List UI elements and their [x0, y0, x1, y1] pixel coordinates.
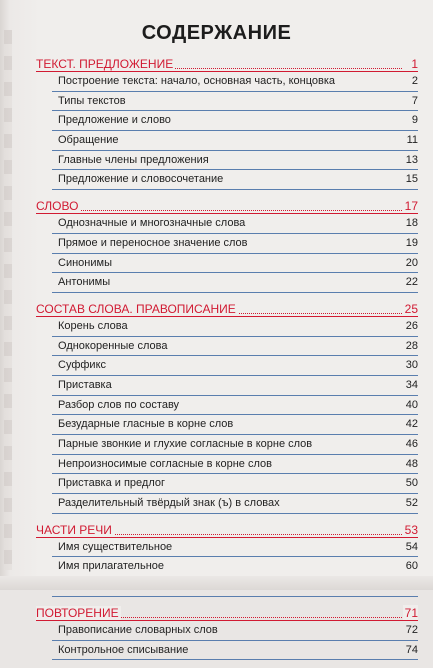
- toc-entry-page-number: 11: [406, 134, 418, 147]
- toc-entry-label: Разделительный твёрдый знак (ъ) в словах: [58, 497, 280, 510]
- section-page-number: 53: [404, 522, 418, 537]
- toc-entry-label: Прямое и переносное значение слов: [58, 236, 248, 249]
- toc-entry-page-number: 20: [405, 256, 418, 269]
- toc-entry-page-number: 13: [405, 153, 418, 166]
- toc-entry-page-number: 54: [405, 540, 418, 553]
- toc-entry-label: Безударные гласные в корне слов: [58, 418, 234, 431]
- toc-entry[interactable]: [52, 72, 418, 92]
- toc-entry-page-number: 46: [405, 438, 418, 450]
- toc-entry-page-number: 19: [405, 236, 418, 249]
- toc-entry-label: Имя существительное: [58, 540, 173, 553]
- toc-entry[interactable]: [52, 474, 418, 494]
- toc-entry[interactable]: [52, 455, 418, 475]
- toc-section: [36, 198, 418, 293]
- toc-section-heading[interactable]: [36, 522, 418, 538]
- toc-entry-label: Типы текстов: [58, 94, 126, 107]
- toc-item-list: [52, 72, 418, 190]
- toc-entry-page-number: 60: [405, 560, 418, 573]
- toc-entry-label: Приставка и предлог: [58, 477, 166, 490]
- page-bleed-edge: [4, 30, 12, 570]
- section-page-number: 71: [404, 605, 418, 620]
- toc-entry[interactable]: [52, 621, 418, 641]
- page-title: СОДЕРЖАНИЕ: [141, 22, 292, 44]
- toc-entry-label: Правописание словарных слов: [58, 623, 218, 636]
- toc-item-list: [52, 621, 418, 660]
- toc-section-heading[interactable]: [36, 605, 418, 621]
- toc-entry[interactable]: [52, 494, 418, 514]
- toc-entry[interactable]: [52, 557, 418, 577]
- section-title: СЛОВО: [36, 199, 79, 214]
- toc-section: [36, 56, 418, 190]
- toc-item-list: [52, 214, 418, 293]
- toc-entry-label: Однозначные и многозначные слова: [58, 217, 246, 230]
- toc-entry-page-number: 2: [411, 75, 418, 87]
- toc-entry-page-number: 26: [405, 319, 418, 332]
- toc-entry-page-number: 7: [411, 94, 418, 107]
- toc-entry-page-number: 30: [405, 359, 418, 372]
- toc-entry[interactable]: [52, 356, 418, 376]
- section-page-number: 25: [404, 301, 418, 316]
- toc-entry[interactable]: [52, 317, 418, 337]
- section-title: СОСТАВ СЛОВА. ПРАВОПИСАНИЕ: [36, 301, 236, 316]
- toc-entry[interactable]: [52, 273, 418, 293]
- toc-entry-page-number: 28: [405, 339, 418, 352]
- toc-entry[interactable]: [52, 415, 418, 435]
- toc-entry-page-number: 48: [405, 457, 418, 470]
- toc-entry-page-number: 15: [405, 173, 418, 186]
- toc-entry[interactable]: [52, 538, 418, 558]
- toc-entry-label: Предложение и слово: [58, 114, 171, 127]
- section-page-number: 1: [411, 57, 418, 71]
- toc-entry-page-number: 72: [405, 623, 418, 636]
- toc-entry-label: Построение текста: начало, основная часть, концовка: [58, 75, 336, 87]
- toc-entry-label: Разбор слов по составу: [58, 398, 180, 411]
- toc-section-heading[interactable]: [36, 56, 418, 72]
- page-bottom-edge: [0, 576, 433, 590]
- toc-entry[interactable]: [52, 435, 418, 455]
- toc-entry-label: Непроизносимые согласные в корне слов: [58, 457, 272, 470]
- dot-leader: [36, 210, 402, 211]
- toc-entry-page-number: 9: [411, 114, 418, 127]
- toc-entry-page-number: 34: [405, 378, 418, 391]
- toc-section-heading[interactable]: [36, 198, 418, 214]
- toc-item-list: [52, 317, 418, 514]
- toc-entry[interactable]: [52, 337, 418, 357]
- toc-entry-label: Суффикс: [58, 359, 107, 372]
- toc-entry-label: Парные звонкие и глухие согласные в корне слов: [58, 438, 313, 450]
- toc-entry[interactable]: [52, 92, 418, 112]
- toc-entry[interactable]: [52, 376, 418, 396]
- toc-entry-label: Имя прилагательное: [58, 560, 165, 573]
- toc-entry-page-number: 18: [405, 217, 418, 230]
- toc-entry-page-number: 52: [405, 497, 418, 510]
- toc-entry-page-number: 22: [405, 276, 418, 289]
- toc-entry[interactable]: [52, 214, 418, 234]
- section-title: ПОВТОРЕНИЕ: [36, 605, 119, 620]
- toc-entry[interactable]: [52, 151, 418, 171]
- toc-entry[interactable]: [52, 641, 418, 661]
- toc-entry-label: Антонимы: [58, 276, 111, 289]
- section-title: ЧАСТИ РЕЧИ: [36, 522, 112, 537]
- toc-entry[interactable]: [52, 131, 418, 151]
- toc-entry[interactable]: [52, 254, 418, 274]
- toc-entry[interactable]: [52, 396, 418, 416]
- toc-entry-label: Корень слова: [58, 319, 128, 332]
- toc-entry-page-number: 50: [405, 477, 418, 490]
- section-page-number: 17: [404, 199, 418, 214]
- toc-entry[interactable]: [52, 234, 418, 254]
- toc-entry-label: Однокоренные слова: [58, 339, 168, 352]
- toc-entry-page-number: 40: [405, 398, 418, 411]
- toc-entry[interactable]: [52, 111, 418, 131]
- toc-entry-label: Приставка: [58, 378, 112, 391]
- toc-entry[interactable]: [52, 170, 418, 190]
- toc-entry-label: Главные члены предложения: [58, 153, 209, 166]
- toc-entry-label: Обращение: [58, 134, 119, 147]
- section-title: ТЕКСТ. ПРЕДЛОЖЕНИЕ: [36, 57, 174, 71]
- toc-section: [36, 301, 418, 514]
- toc-entry-page-number: 42: [405, 418, 418, 431]
- toc-section-heading[interactable]: [36, 301, 418, 317]
- toc-entry-page-number: 74: [405, 643, 418, 656]
- toc-entry-label: Предложение и словосочетание: [58, 173, 224, 186]
- toc-entry-label: Контрольное списывание: [58, 643, 189, 656]
- toc-entry-label: Синонимы: [58, 256, 112, 269]
- toc-section: [36, 605, 418, 660]
